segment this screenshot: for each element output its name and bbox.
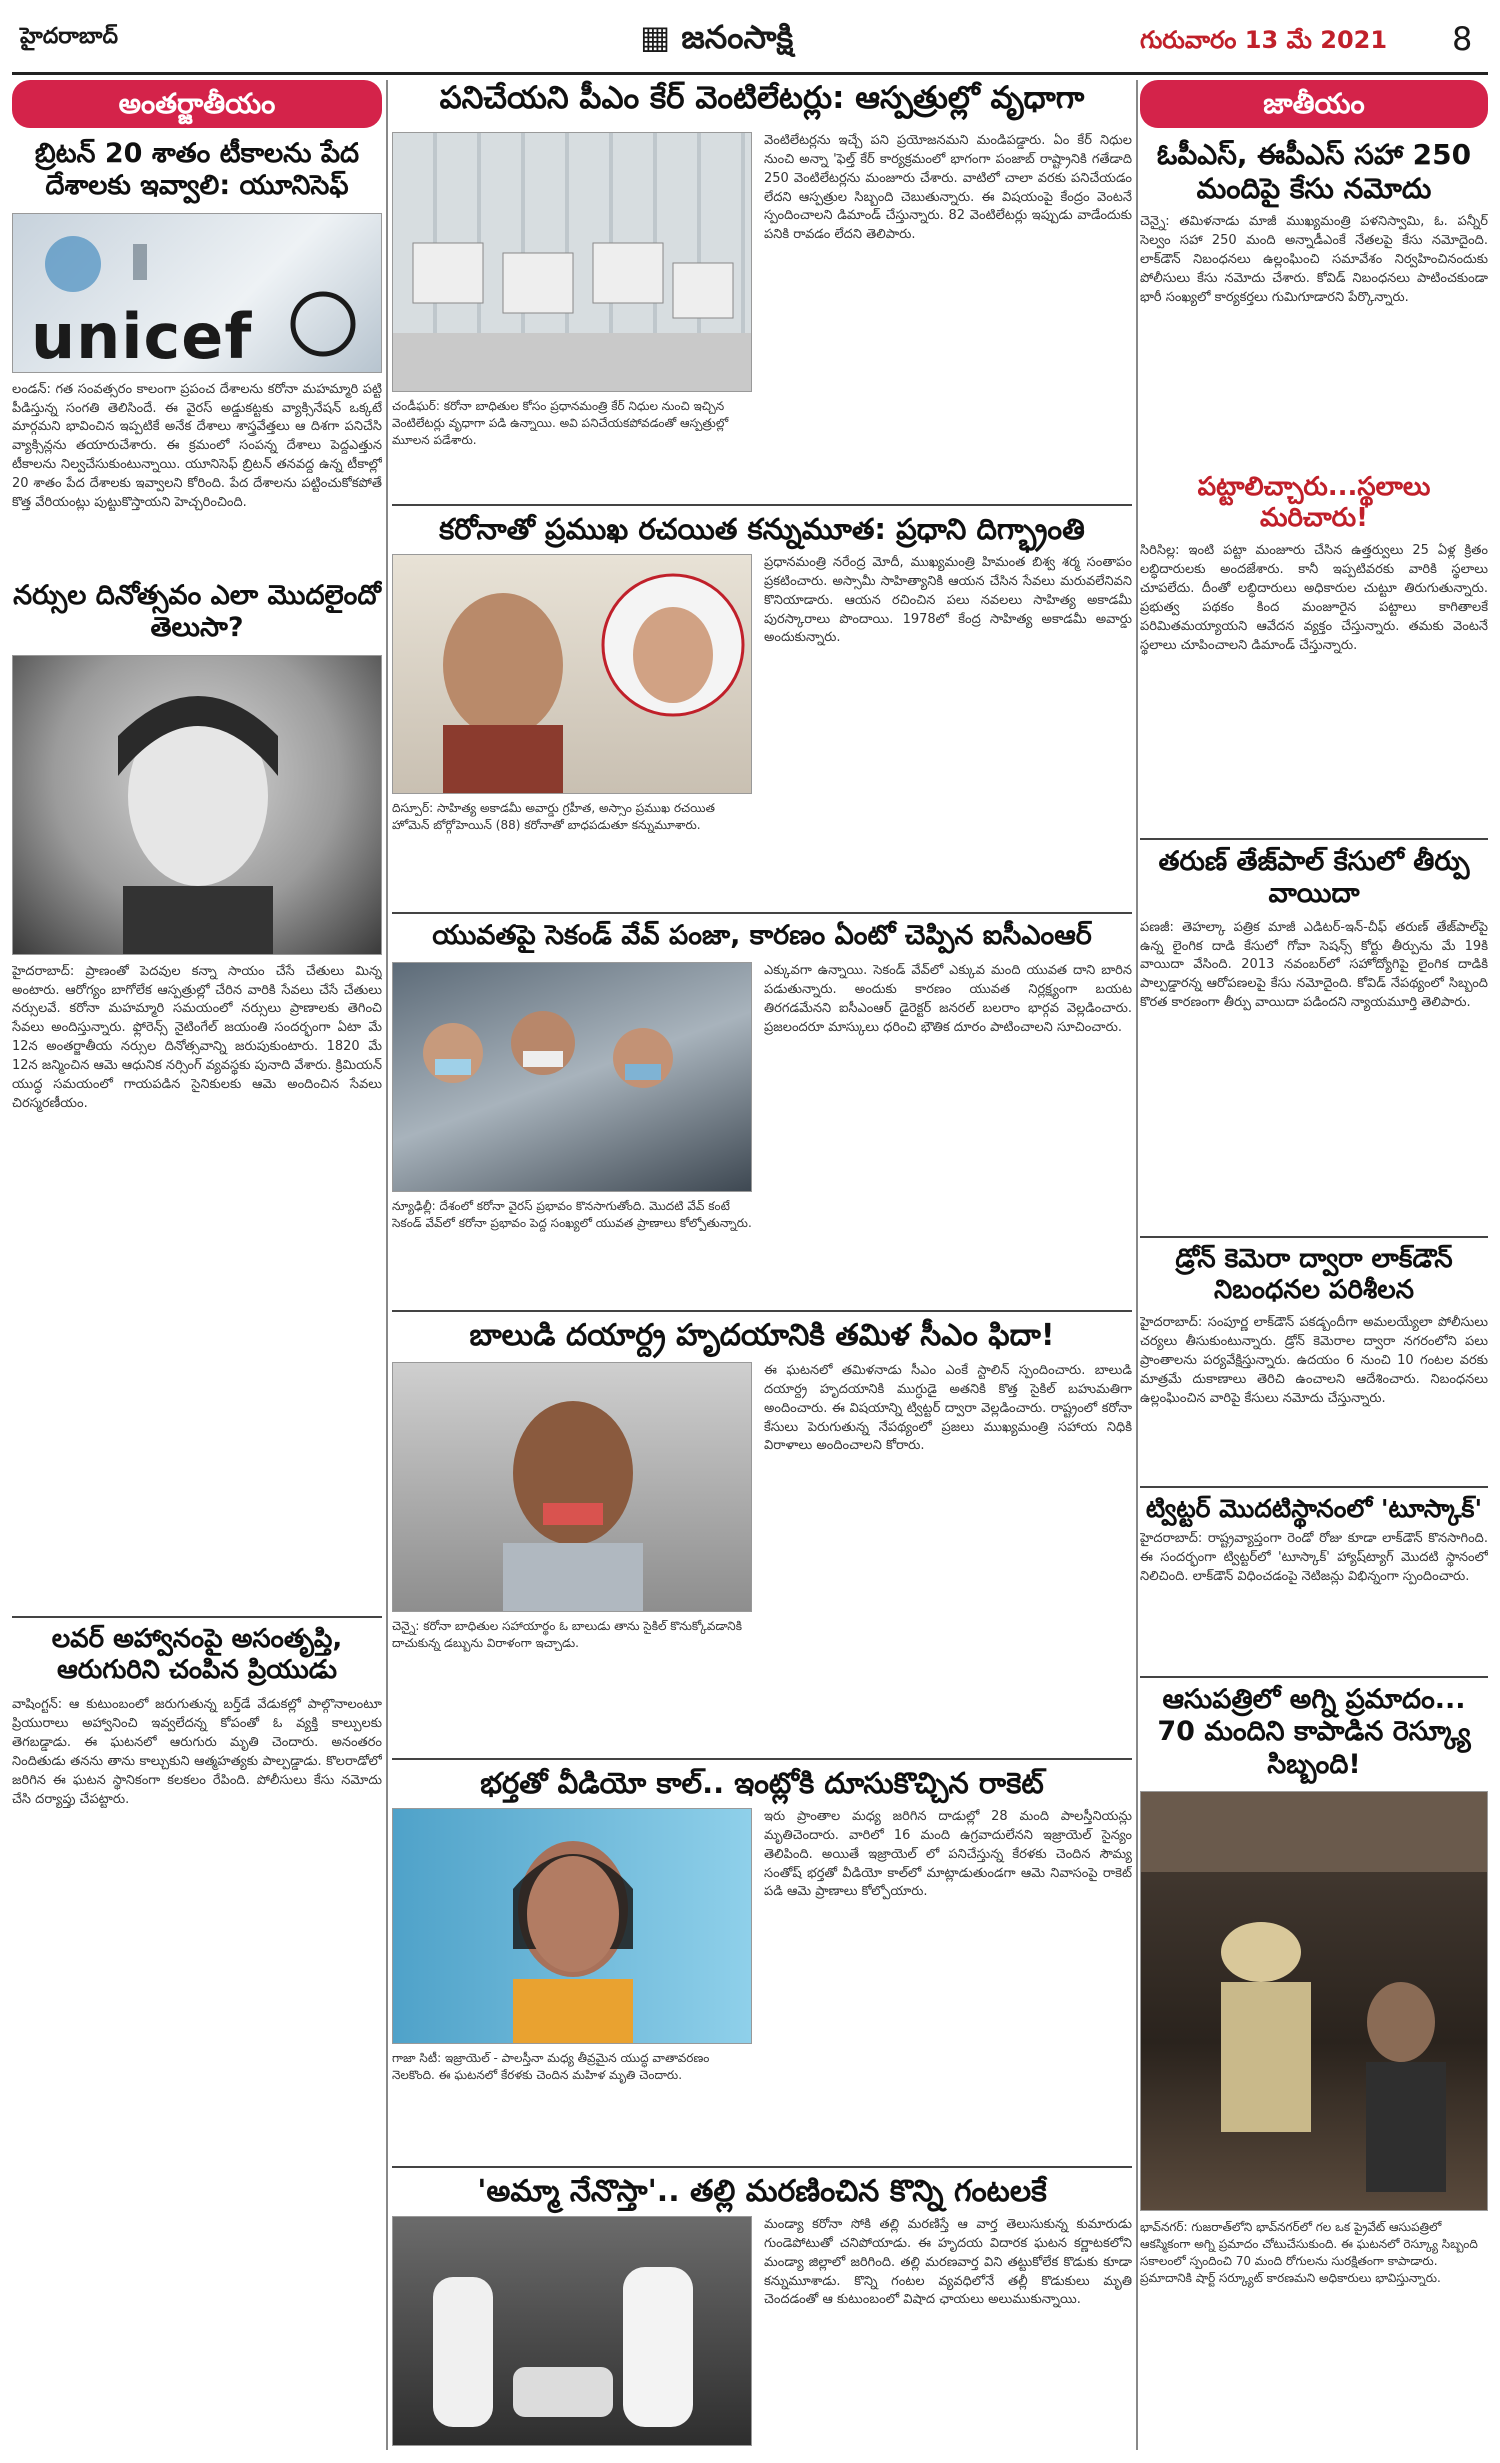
story-land-pattas-headline: పట్టాలిచ్చారు...స్థలాలు మరిచారు! [1197,472,1431,534]
ppe-workers-photo [392,2216,752,2446]
story-rocket [392,1752,1132,2152]
story-unicef-headline: బ్రిటన్ 20 శాతం టీకాలను పేద దేశాలకు ఇవ్వాలి: యూనిసెఫ్ [34,138,360,202]
story-rocket-caption: గాజా సిటీ: ఇజ్రాయెల్ - పాలస్తీనా మధ్య తీవ్రమైన యుద్ధ వాతావరణం నెలకొంది. ఈ ఘటనలో కేరళకు చెందిన మహిళ మృతి చెందారు. [392,2051,710,2082]
story-writer-headline: కరోనాతో ప్రముఖ రచయిత కన్నుమూత: ప్రధాని దిగ్భ్రాంతి [439,512,1085,546]
youth-crowd-photo [392,962,752,1192]
unicef-logo-image [12,213,382,373]
crowd-masks-icon [393,963,752,1192]
fire-rescue-photo [1140,1791,1488,2211]
middle-column [392,80,1132,2450]
story-tejpal [1140,832,1488,1232]
story-writer-death [392,498,1132,898]
story-twitter [1140,1480,1488,1670]
section-international: అంతర్జాతీయం [12,80,382,128]
boy-portrait-icon [393,1363,752,1612]
story-hospital-fire [1140,1670,1488,2450]
nightingale-portrait [12,655,382,955]
masthead [0,0,1500,72]
story-second-wave-headline: యువతపై సెకండ్ వేవ్ పంజా, కారణం ఏంటో చెప్పిన ఐసీఎంఆర్ [432,920,1092,951]
unicef-logo-text: unicef [31,299,253,373]
column-divider-right [1136,80,1138,2450]
divider [12,1616,382,1618]
story-second-wave [392,906,1132,1296]
story-twitter-headline: ట్విట్టర్ మొదటిస్థానంలో 'టూస్కాక్' [1145,1494,1483,1523]
story-ops-eps [1140,138,1488,468]
story-mother-son-headline: 'అమ్మా నేనొస్తా'.. తల్లి మరణించిన కొన్ని గంటలకే [477,2174,1047,2209]
divider [392,912,1132,914]
story-second-wave-body: ఎక్కువగా ఉన్నాయి. సెకండ్ వేవ్‌లో ఎక్కువ మంది యువత దాని బారిన పడుతున్నారు. అందుకు కారణం యువత నిర్లక్ష్యంగా బయట తిరగడమేనని ఐసీఎంఆర్ డైరెక్టర్ జనరల్ బలరాం భార్గవ వెల్లడించారు. ప్రజలందరూ మాస్కులు ధరించి భౌతిక దూరం పాటించాలని సూచించారు. [764,963,1132,1035]
story-tn-boy [392,1304,1132,1744]
paper-logo-icon: ▦ [640,18,682,56]
story-rocket-body: ఇరు ప్రాంతాల మధ్య జరిగిన దాడుల్లో 28 మంది పాలస్తీనియన్లు మృతిచెందారు. వారిలో 16 మంది ఉగ్రవాదులేనని ఇజ్రాయెల్ సైన్యం తెలిపింది. అయితే ఇజ్రాయెల్ లో పనిచేస్తున్న కేరళకు చెందిన సౌమ్య సంతోష్ భర్తతో వీడియో కాల్‌లో మాట్లాడుతుండగా ఆమె నివాసంపై రాకెట్ పడి ఆమె ప్రాణాలు కోల్పోయారు. [764,1809,1132,1900]
boy-photo [392,1362,752,1612]
story-nurses-body: హైదరాబాద్‌: ప్రాణంతో పెదవుల కన్నా సాయం చేసే చేతులు మిన్న అంటారు. ఆరోగ్యం బాగోలేక ఆస్పత్రుల్లో చేరిన వారికి సేవలు చేసే చేతులు నర్సులవే. కరోనా మహమ్మారి సమయంలో నర్సులు ప్రాణాలకు తెగించి సేవలు అందిస్తున్నారు. ఫ్లోరెన్స్‌ నైటింగేల్‌ జయంతి సందర్భంగా ఏటా మే 12న అంతర్జాతీయ నర్సుల దినోత్సవాన్ని జరుపుకుంటారు. 1820 మే 12న జన్మించిన ఆమె ఆధునిక నర్సింగ్‌ వ్యవస్థకు పునాది వేశారు. క్రిమియన్‌ యుద్ధ సమయంలో గాయపడిన సైనికులకు ఆమె అందించిన సేవలు చిరస్మరణీయం. [12,963,382,1111]
story-mother-son [392,2160,1132,2450]
writer-portrait-icon [393,555,752,794]
story-ops-eps-body: చెన్నై: తమిళనాడు మాజీ ముఖ్యమంత్రి పళనిస్వామి, ఓ. పన్నీర్ సెల్వం సహా 250 మంది అన్నాడీఎంకే నేతలపై కేసు నమోదైంది. లాక్‌డౌన్ నిబంధనలు ఉల్లంఘించి సమావేశం నిర్వహించినందుకు పోలీసులు కేసు నమోదు చేశారు. కోవిడ్ నిబంధనలు పాటించకుండా భారీ సంఖ్యలో కార్యకర్తలు గుమిగూడారని పేర్కొన్నారు. [1140,214,1488,305]
ventilators-photo [392,132,752,392]
story-ventilators-headline: పనిచేయని పీఎం కేర్ వెంటిలేటర్లు: ఆస్పత్రుల్లో వృధాగా [439,80,1085,116]
column-divider-left [386,80,388,2450]
issue-date: గురువారం 13 మే 2021 [1140,26,1388,54]
story-hospital-fire-caption: భావ్‌నగర్: గుజరాత్‌లోని భావ్‌నగర్‌లో గల ఒక ప్రైవేట్ ఆసుపత్రిలో ఆకస్మికంగా అగ్ని ప్రమాదం చోటుచేసుకుంది. ఈ ఘటనలో రెస్క్యూ సిబ్బంది సకాలంలో స్పందించి 70 మంది రోగులను సురక్షితంగా కాపాడారు. ప్రమాదానికి షార్ట్ సర్క్యూట్ కారణమని అధికారులు భావిస్తున్నారు. [1140,2220,1478,2285]
story-ventilators-body: వెంటిలేటర్లను ఇచ్చే పని ప్రయోజనమని మండిపడ్డారు. ఏం కేర్ నిధుల నుంచి అన్నా 'ఫెల్త్ కేర్ కార్యక్రమంలో భాగంగా పంజాబ్ రాష్ట్రానికి గతేడాది 250 వెంటిలేటర్లను మంజూరు చేశారు. వాటిలో చాలా వరకు పనిచేయడం లేదని ఆస్పత్రుల సిబ్బంది చెబుతున్నారు. ఈ విషయంపై కేంద్రం వెంటనే స్పందించాలని డిమాండ్‌ చేస్తున్నారు. 82 వెంటిలేటర్లు ఇప్పుడు వాడేందుకు పనికి రావడం లేదని తెలిపారు. [764,133,1132,243]
divider [392,1758,1132,1760]
right-column [1140,80,1488,2450]
story-tn-boy-body: ఈ ఘటనలో తమిళనాడు సీఎం ఎంకే స్టాలిన్ స్పందించారు. బాలుడి దయార్ద్ర హృదయానికి ముగ్ధుడై అతనికి కొత్త సైకిల్ బహుమతిగా అందించారు. ఈ విషయాన్ని ట్విట్టర్ ద్వారా వెల్లడించారు. రాష్ట్రంలో కరోనా కేసులు పెరుగుతున్న నేపథ్యంలో ప్రజలు ముఖ్యమంత్రి సహాయ నిధికి విరాళాలు అందించాలని కోరారు. [764,1363,1132,1454]
story-colorado-shooting [12,1610,382,2450]
portrait-illustration-icon [13,656,382,955]
rescue-workers-icon [1141,1792,1488,2211]
left-column [12,80,382,2450]
story-land-pattas-body: సిరిసిల్ల: ఇంటి పట్టా మంజూరు చేసిన ఉత్తర్వులు 25 ఏళ్ల క్రితం లబ్ధిదారులకు అందజేశారు. కానీ ఇప్పటివరకు వారికి స్థలాలు చూపలేదు. దీంతో లబ్ధిదారులు అధికారుల చుట్టూ తిరుగుతున్నారు. ప్రభుత్వ పథకం కింద మంజూరైన పట్టాలు కాగితాలకే పరిమితమయ్యాయని ఆవేదన వ్యక్తం చేస్తున్నారు. తమకు వెంటనే స్థలాలు చూపించాలని డిమాండ్ చేస్తున్నారు. [1140,543,1488,653]
story-tn-boy-caption: చెన్నై: కరోనా బాధితుల సహాయార్థం ఓ బాలుడు తాను సైకిల్ కొనుక్కోవడానికి దాచుకున్న డబ్బును విరాళంగా ఇచ్చాడు. [392,1619,742,1650]
ppe-workers-icon [393,2217,752,2446]
story-tejpal-headline: తరుణ్ తేజ్‌పాల్ కేసులో తీర్పు వాయిదా [1158,846,1470,910]
divider [1140,1486,1488,1488]
paper-logo: ▦ జనంసాక్షి [640,18,794,56]
masthead-divider [12,72,1488,75]
story-unicef-body: లండన్‌: గత సంవత్సరం కాలంగా ప్రపంచ దేశాలను కరోనా మహమ్మారి పట్టి పీడిస్తున్న సంగతి తెలిసిందే. ఈ వైరస్‌ అడ్డుకట్టకు వ్యాక్సినేషన్‌ ఒక్కటే మార్గమని భావించిన ఇప్పటికే అనేక దేశాలు శాస్త్రవేత్తలు ఆ దిశగా పనిచేసి వ్యాక్సిన్లను తయారుచేశారు. ఈ క్రమంలో సంపన్న దేశాలు పెద్దఎత్తున టీకాలను నిల్వచేసుకుంటున్నాయి. యూనిసెఫ్‌ బ్రిటన్‌ తనవద్ద ఉన్న టీకాల్లో 20 శాతం పేద దేశాలకు ఇవ్వాలని కోరింది. పేద దేశాలను పట్టించుకోకపోతే కొత్త వేరియంట్లు పుట్టుకొస్తాయని హెచ్చరించింది. [12,381,382,510]
page-number: 8 [1452,20,1473,58]
woman-photo [392,1808,752,2044]
story-writer-body: ప్రధానమంత్రి నరేంద్ర మోదీ, ముఖ్యమంత్రి హిమంత బిశ్వ శర్మ సంతాపం ప్రకటించారు. అస్సామీ సాహిత్యానికి ఆయన చేసిన సేవలు మరువలేనివని కొనియాడారు. ఆయన రచించిన పలు నవలలు సాహిత్య అకాడమీ పురస్కారాలు పొందాయి. 1978లో కేంద్ర సాహిత్య అకాడమీ అవార్డు అందుకున్నారు. [764,555,1132,646]
story-drone-headline: డ్రోన్ కెమెరా ద్వారా లాక్‌డౌన్ నిబంధనల పరిశీలన [1175,1244,1453,1306]
story-rocket-headline: భర్తతో వీడియో కాల్.. ఇంట్లోకి దూసుకొచ్చిన రాకెట్ [480,1766,1044,1800]
woman-portrait-icon [393,1809,752,2044]
story-tejpal-body: పణజీ: తెహల్కా పత్రిక మాజీ ఎడిటర్-ఇన్-చీఫ్ తరుణ్ తేజ్‌పాల్‌పై ఉన్న లైంగిక దాడి కేసులో గోవా సెషన్స్ కోర్టు తీర్పును మే 19కి వాయిదా వేసింది. 2013 నవంబర్‌లో సహోద్యోగిపై లైంగిక దాడికి పాల్పడ్డారన్న ఆరోపణలపై కేసు నమోదైంది. కోవిడ్ నేపథ్యంలో సిబ్బంది కొరత కారణంగా తీర్పు వాయిదా పడిందని న్యాయమూర్తి తెలిపారు. [1140,919,1488,1011]
divider [1140,838,1488,840]
divider [1140,1236,1488,1238]
divider [392,2166,1132,2168]
divider [392,504,1132,506]
divider [1140,1676,1488,1678]
story-nurses [12,580,382,1600]
writer-photos [392,554,752,794]
story-drone-body: హైదరాబాద్: సంపూర్ణ లాక్‌డౌన్ పకడ్బందీగా అమలయ్యేలా పోలీసులు చర్యలు తీసుకుంటున్నారు. డ్రోన్ కెమెరాల ద్వారా నగరంలోని పలు ప్రాంతాలను పర్యవేక్షిస్తున్నారు. ఉదయం 6 నుంచి 10 గంటల వరకు మాత్రమే దుకాణాలు తెరిచి ఉంచాలని ఆదేశించారు. నిబంధనలు ఉల్లంఘించిన వారిపై కేసులు నమోదు చేస్తున్నారు. [1140,1315,1488,1406]
story-shooting-headline: లవర్ అహ్వానంపై అసంతృప్తి, ఆరుగురిని చంపిన ప్రియుడు [51,1624,343,1686]
story-ventilators [392,80,1132,490]
story-twitter-body: హైదరాబాద్: రాష్ట్రవ్యాప్తంగా రెండో రోజు కూడా లాక్‌డౌన్ కొనసాగింది. ఈ సందర్భంగా ట్విట్టర్‌లో 'టూస్కాక్' హ్యాష్‌ట్యాగ్ మొదటి స్థానంలో నిలిచింది. లాక్‌డౌన్ విధించడంపై నెటిజన్లు విభిన్నంగా స్పందించారు. [1140,1531,1488,1584]
story-land-pattas [1140,472,1488,832]
edition-label: హైదరాబాద్ [20,24,118,49]
story-nurses-headline: నర్సుల దినోత్సవం ఎలా మొదలైందో తెలుసా? [13,580,381,644]
story-drone [1140,1230,1488,1480]
ventilator-machines-icon [393,133,752,392]
story-ops-eps-headline: ఓపీఎస్, ఈపీఎస్ సహా 250 మందిపై కేసు నమోదు [1156,138,1472,205]
story-tn-boy-headline: బాలుడి దయార్ద్ర హృదయానికి తమిళ సీఎం ఫిదా! [469,1318,1055,1353]
story-shooting-body: వాషింగ్టన్‌: ఆ కుటుంబంలో జరుగుతున్న బర్త్‌డే వేడుకల్లో పాల్గొనాలంటూ ప్రియురాలు అహ్వానించి ఇవ్వలేదన్న కోపంతో ఓ వ్యక్తి కాల్పులకు తెగబడ్డాడు. ఈ ఘటనలో ఆరుగురు మృతి చెందారు. అనంతరం నిందితుడు తనను తాను కాల్చుకుని ఆత్మహత్యకు పాల్పడ్డాడు. కొలరాడోలో జరిగిన ఈ ఘటన స్థానికంగా కలకలం రేపింది. పోలీసులు కేసు నమోదు చేసి దర్యాప్తు చేపట్టారు. [12,1697,382,1807]
story-second-wave-caption: న్యూఢిల్లీ: దేశంలో కరోనా వైరస్ ప్రభావం కొనసాగుతోంది. మొదటి వేవ్ కంటే సెకండ్ వేవ్‌లో కరోనా ప్రభావం పెద్ద సంఖ్యలో యువత ప్రాణాలు కోల్పోతున్నారు. [392,1199,752,1230]
section-national: జాతీయం [1140,80,1488,128]
divider [392,1310,1132,1312]
story-ventilators-caption: చండీఘర్‌: కరోనా బాధితుల కోసం ప్రధానమంత్రి కేర్ నిధుల నుంచి ఇచ్చిన వెంటిలేటర్లు వృధాగా పడి ఉన్నాయి. అవి పనిచేయకపోవడంతో ఆస్పత్రుల్లో మూలన పడేశారు. [392,399,729,447]
story-writer-caption: దిస్పూర్‌: సాహిత్య అకాడమీ అవార్డు గ్రహీత, అస్సాం ప్రముఖ రచయిత హోమెన్ బోర్గోహెయిన్ (88) కరోనాతో బాధపడుతూ కన్నుమూశారు. [392,801,715,832]
story-mother-son-body: మండ్యా కరోనా సోకి తల్లి మరణిస్తే ఆ వార్త తెలుసుకున్న కుమారుడు గుండెపోటుతో చనిపోయాడు. ఈ హృదయ విదారక ఘటన కర్ణాటకలోని మండ్యా జిల్లాలో జరిగింది. తల్లి మరణవార్త విని తట్టుకోలేక కొడుకు కూడా కన్నుమూశాడు. కొన్ని గంటల వ్యవధిలోనే తల్లీ కొడుకులు మృతి చెందడంతో ఆ కుటుంబంలో విషాద ఛాయలు అలుముకున్నాయి. [764,2217,1132,2308]
story-hospital-fire-headline: ఆసుపత్రిలో అగ్ని ప్రమాదం... 70 మందిని కాపాడిన రెస్క్యూ సిబ్బంది! [1157,1684,1471,1780]
